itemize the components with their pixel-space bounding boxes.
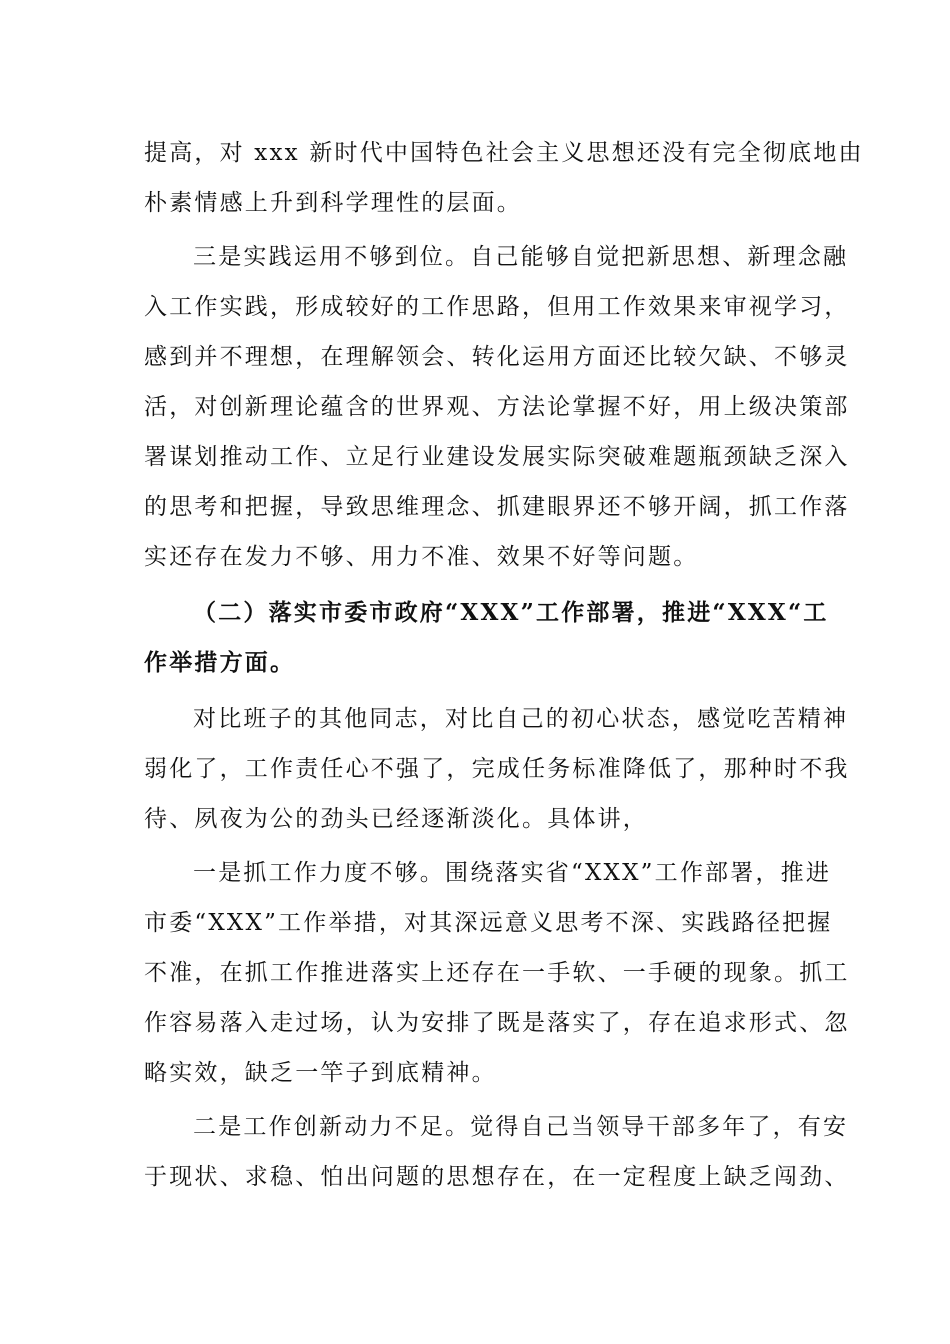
text-line: 不准，在抓工作推进落实上还存在一手软、一手硬的现象。抓工 xyxy=(144,960,850,986)
text-line: 略实效，缺乏一竿子到底精神。 xyxy=(144,1060,497,1086)
paragraph-first-line: 二是工作创新动力不足。觉得自己当领导干部多年了，有安 xyxy=(193,1114,849,1140)
text-line: 作容易落入走过场，认为安排了既是落实了，存在追求形式、忽 xyxy=(144,1010,850,1036)
text-line: 的思考和把握，导致思维理念、抓建眼界还不够开阔，抓工作落 xyxy=(144,494,850,520)
text-line: 署谋划推动工作、立足行业建设发展实际突破难题瓶颈缺乏深入 xyxy=(144,444,850,470)
section-heading-continuation: 作举措方面。 xyxy=(144,649,296,676)
text-line: 实还存在发力不够、用力不准、效果不好等问题。 xyxy=(144,544,699,570)
text-line: 市委“XXX”工作举措，对其深远意义思考不深、实践路径把握 xyxy=(144,910,833,936)
text-line: 朴素情感上升到科学理性的层面。 xyxy=(144,190,522,216)
paragraph-first-line: 对比班子的其他同志，对比自己的初心状态，感觉吃苦精神 xyxy=(193,706,849,732)
paragraph-first-line: 一是抓工作力度不够。围绕落实省“XXX”工作部署，推进 xyxy=(193,860,832,886)
text-line: 感到并不理想，在理解领会、转化运用方面还比较欠缺、不够灵 xyxy=(144,344,850,370)
text-line: 弱化了，工作责任心不强了，完成任务标准降低了，那种时不我 xyxy=(144,756,850,782)
text-line: 活，对创新理论蕴含的世界观、方法论掌握不好，用上级决策部 xyxy=(144,394,850,420)
section-heading: （二）落实市委市政府“XXX”工作部署，推进“XXX“工 xyxy=(193,599,829,626)
paragraph-first-line: 三是实践运用不够到位。自己能够自觉把新思想、新理念融 xyxy=(193,244,849,270)
text-line: 待、夙夜为公的劲头已经逐渐淡化。具体讲， xyxy=(144,806,648,832)
text-line: 入工作实践，形成较好的工作思路，但用工作效果来审视学习， xyxy=(144,294,850,320)
text-line: 提高，对 xxx 新时代中国特色社会主义思想还没有完全彻底地由 xyxy=(144,140,864,166)
text-line: 于现状、求稳、怕出问题的思想存在，在一定程度上缺乏闯劲、 xyxy=(144,1164,850,1190)
